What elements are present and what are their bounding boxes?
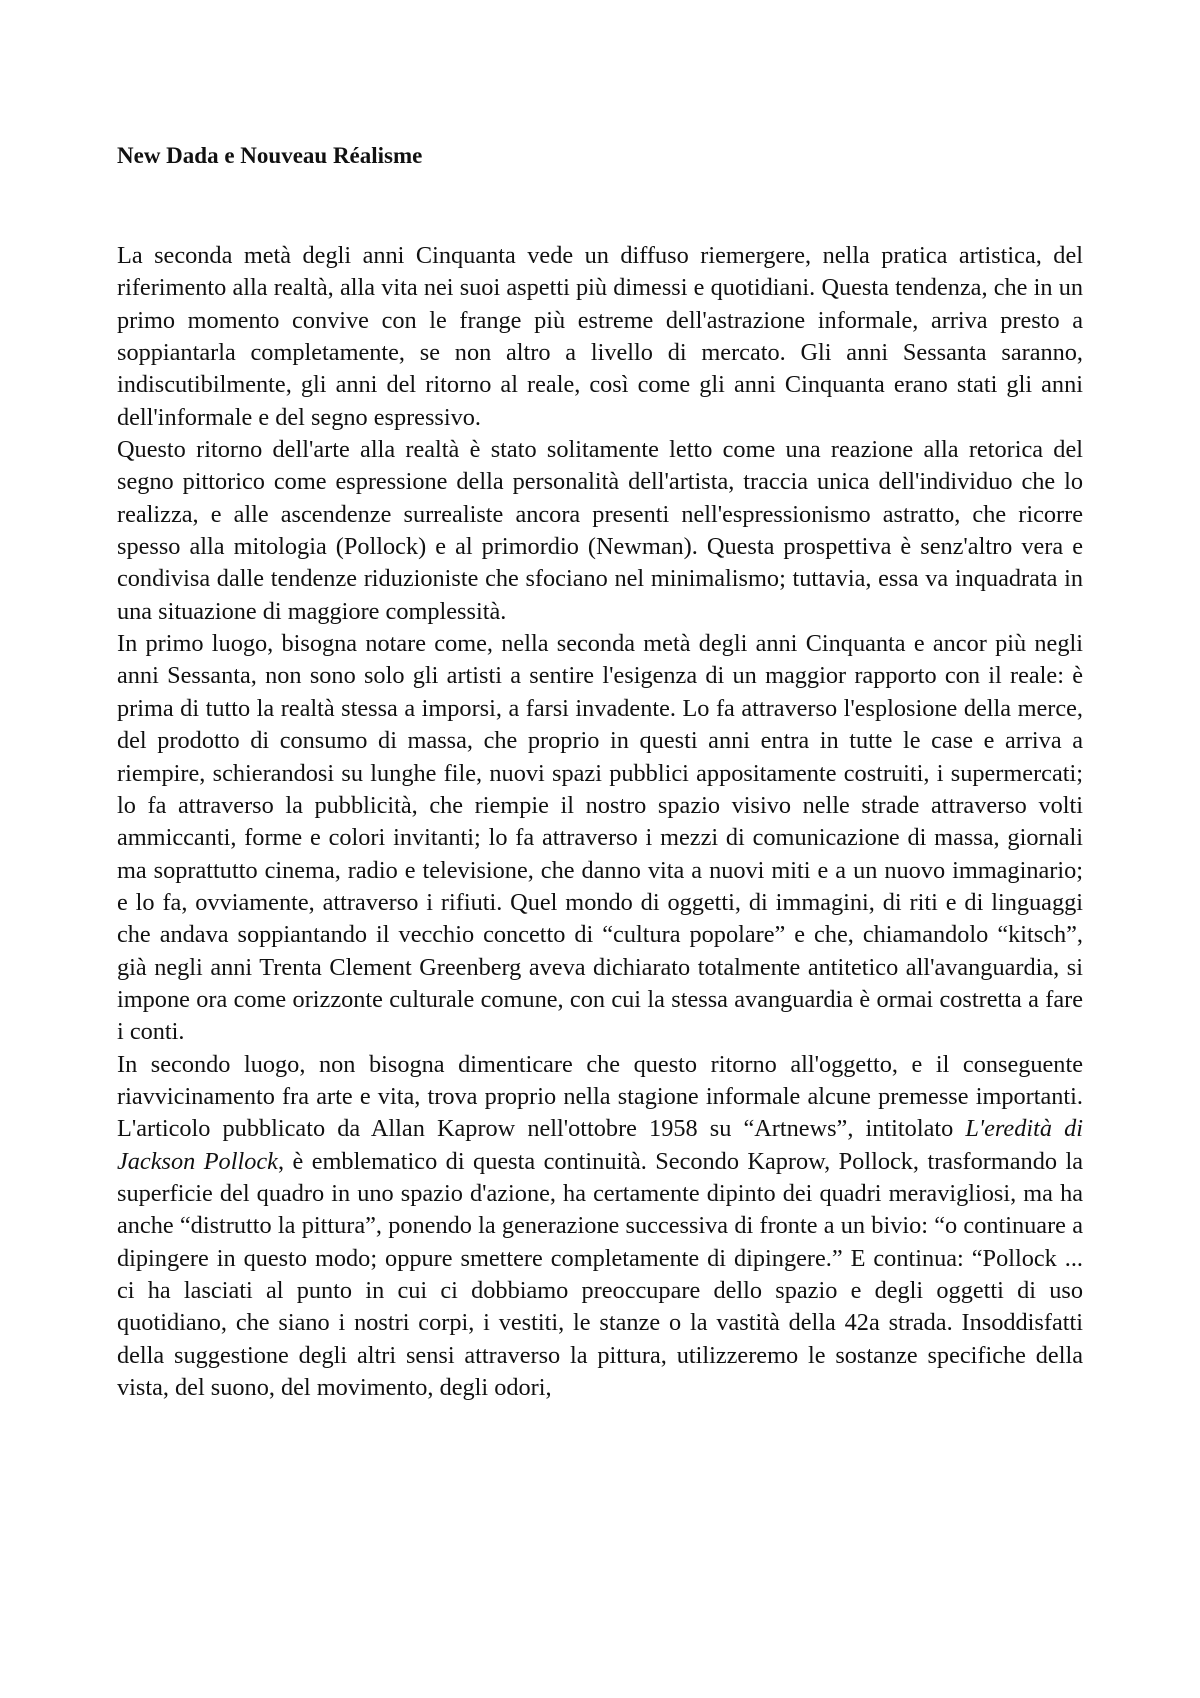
document-body	[117, 140, 1083, 1404]
paragraph-2: Questo ritorno dell'arte alla realtà è stato solitamente letto come una reazione alla retorica del segno pittorico come espressione della personalità dell'artista, traccia unica dell'individuo che lo realizza, e alle ascendenze surrealiste ancora presenti nell'espressionismo astratto, che ricorre spesso alla mitologia (Pollock) e al primordio (Newman). Questa prospettiva è senz'altro vera e condivisa dalle tendenze riduzioniste che sfociano nel minimalismo; tuttavia, essa va inquadrata in una situazione di maggiore complessità.	[117, 436, 1083, 625]
paragraph-4-text-after: , è emblematico di questa continuità. Secondo Kaprow, Pollock, trasformando la superficie del quadro in uno spazio d'azione, ha certamente dipinto dei quadri meravigliosi, ma ha anche “distrutto la pittura”, ponendo la generazione successiva di fronte a un bivio: “o continuare a dipingere in questo modo; oppure smettere completamente di dipingere.” E continua: “Pollock ... ci ha lasciati al punto in cui ci dobbiamo preoccupare dello spazio e degli oggetti di uso quotidiano, che siano i nostri corpi, i vestiti, le stanze o la vastità della 42a strada. Insoddisfatti della suggestione degli altri sensi attraverso la pittura, utilizzeremo le sostanze specifiche della vista, del suono, del movimento, degli odori,	[117, 1147, 1083, 1402]
paragraph-3: In primo luogo, bisogna notare come, nella seconda metà degli anni Cinquanta e ancor più negli anni Sessanta, non sono solo gli artisti a sentire l'esigenza di un maggior rapporto con il reale: è prima di tutto la realtà stessa a imporsi, a farsi invadente. Lo fa attraverso l'esplosione della merce, del prodotto di consumo di massa, che proprio in questi anni entra in tutte le case e arriva a riempire, schierandosi su lunghe file, nuovi spazi pubblici appositamente costruiti, i supermercati; lo fa attraverso la pubblicità, che riempie il nostro spazio visivo nelle strade attraverso volti ammiccanti, forme e colori invitanti; lo fa attraverso i mezzi di comunicazione di massa, giornali ma soprattutto cinema, radio e televisione, che danno vita a nuovi miti e a un nuovo immaginario; e lo fa, ovviamente, attraverso i rifiuti. Quel mondo di oggetti, di immagini, di riti e di linguaggi che andava soppiantando il vecchio concetto di “cultura popolare” e che, chiamandolo “kitsch”, già negli anni Trenta Clement Greenberg aveva dichiarato totalmente antitetico all'avanguardia, si impone ora come orizzonte culturale comune, con cui la stessa avanguardia è ormai costretta a fare i conti.	[117, 630, 1083, 1046]
paragraph-1: La seconda metà degli anni Cinquanta vede un diffuso riemergere, nella pratica artistica, del riferimento alla realtà, alla vita nei suoi aspetti più dimessi e quotidiani. Questa tendenza, che in un primo momento convive con le frange più estreme dell'astrazione informale, arriva presto a soppiantarla completamente, se non altro a livello di mercato. Gli anni Sessanta saranno, indiscutibilmente, gli anni del ritorno al reale, così come gli anni Cinquanta erano stati gli anni dell'informale e del segno espressivo.	[117, 242, 1083, 431]
article-title-italic: L'eredità di Jackson Pollock	[117, 1115, 1083, 1175]
paragraph-4-text-before: In secondo luogo, non bisogna dimenticare che questo ritorno all'oggetto, e il conseguente riavvicinamento fra arte e vita, trova proprio nella stagione informale alcune premesse importanti. L'articolo pubblicato da Allan Kaprow nell'ottobre 1958 su “Artnews”, intitolato	[117, 1050, 1083, 1143]
document-title: New Dada e Nouveau Réalisme	[117, 143, 423, 168]
paragraph-4	[117, 1049, 1083, 1405]
